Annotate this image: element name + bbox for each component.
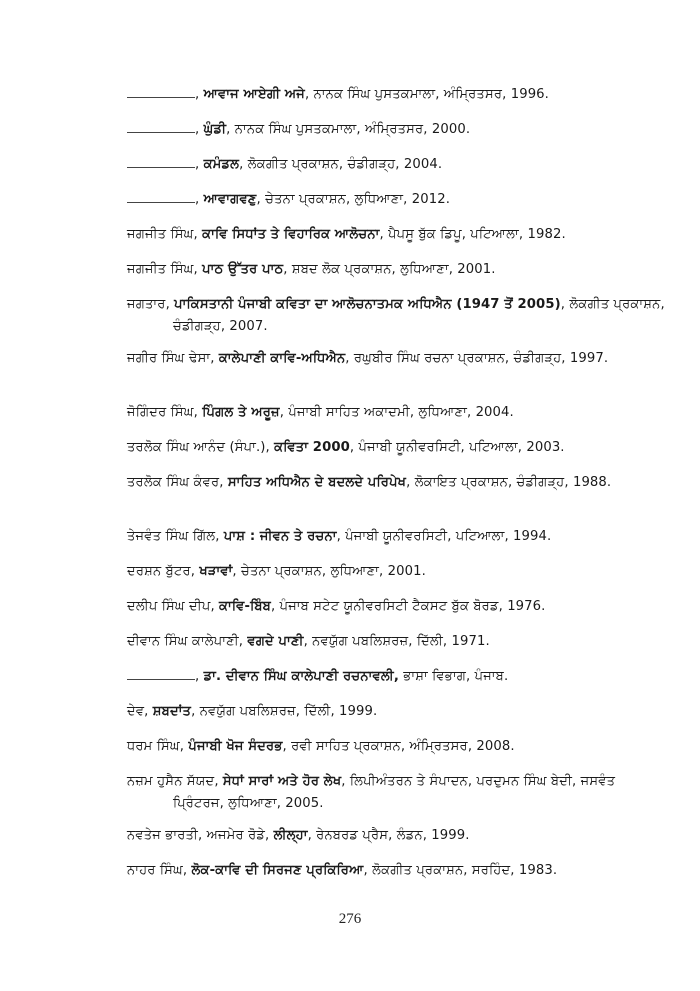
repeated-author-blank [127, 85, 195, 98]
entry-title: ਘੁੰਡੀ [203, 122, 227, 137]
entry-title: ਕਵਿਤਾ 2000 [274, 440, 350, 455]
entry-publication-details: , ਨਵਯੁੱਗ ਪਬਲਿਸ਼ਰਜ਼, ਦਿੱਲੀ, 1999. [191, 704, 378, 719]
bibliography-entry [127, 437, 665, 459]
entry-publication-details: , ਪੰਜਾਬੀ ਯੂਨੀਵਰਸਿਟੀ, ਪਟਿਆਲਾ, 1994. [336, 529, 552, 544]
bibliography-entry [127, 294, 665, 338]
entry-title: ਸਾਹਿਤ ਅਧਿਐਨ ਦੇ ਬਦਲਦੇ ਪਰਿਪੇਖ [227, 475, 407, 490]
bibliography-entry [127, 259, 665, 281]
entry-publication-details: , ਨਾਨਕ ਸਿੰਘ ਪੁਸਤਕਮਾਲਾ, ਅੰਮ੍ਰਿਤਸਰ, 1996. [304, 87, 549, 102]
bibliography-entry [127, 189, 665, 211]
bibliography-entry [127, 736, 665, 758]
entry-publication-details: , ਪੈਪਸੂ ਬੁੱਕ ਡਿਪੂ, ਪਟਿਆਲਾ, 1982. [379, 227, 566, 242]
entry-title: ਕਾਲੇਪਾਣੀ ਕਾਵਿ-ਅਧਿਐਨ [218, 351, 346, 366]
entry-author: ਦੇਵ, [127, 704, 153, 719]
separator: , [195, 122, 204, 137]
entry-title: ਕਾਵਿ ਸਿਧਾਂਤ ਤੇ ਵਿਹਾਰਿਕ ਆਲੋਚਨਾ [202, 227, 380, 242]
bibliography-entry [127, 596, 665, 618]
bibliography-entry [127, 402, 665, 424]
entry-publication-details: , ਲਿਪੀਅੰਤਰਨ ਤੇ ਸੰਪਾਦਨ, ਪਰਦੁਮਨ ਸਿੰਘ ਬੇਦੀ, ਜਸਵੰਤ ਪ੍ਰਿੰਟਰਜ, ਲੁਧਿਆਣਾ, 2005. [173, 774, 616, 811]
repeated-author-blank [127, 155, 195, 168]
bibliography-entry [127, 701, 665, 723]
separator: , [195, 192, 204, 207]
entry-author: ਦੀਵਾਨ ਸਿੰਘ ਕਾਲੇਪਾਣੀ, [127, 634, 248, 649]
entry-author: ਨਵਤੇਜ ਭਾਰਤੀ, ਅਜਮੇਰ ਰੋਡੇ, [127, 828, 274, 843]
entry-title: ਕਾਵਿ-ਬਿੰਬ [219, 599, 271, 614]
entry-title: ਪਿੰਗਲ ਤੇ ਅਰੂਜ਼ [202, 405, 280, 420]
entry-title: ਆਵਾਗਵਣੁ [203, 192, 257, 207]
repeated-author-blank [127, 190, 195, 203]
bibliography-entry [127, 526, 665, 548]
bibliography-entry [127, 119, 665, 141]
entry-title: ਖੜਾਵਾਂ [199, 564, 233, 579]
entry-publication-details: , ਚੇਤਨਾ ਪ੍ਰਕਾਸ਼ਨ, ਲੁਧਿਆਣਾ, 2001. [232, 564, 426, 579]
entry-title: ਲੋਕ-ਕਾਵਿ ਦੀ ਸਿਰਜਣ ਪ੍ਰਕਿਰਿਆ [191, 863, 364, 878]
entry-title: ਪਾਸ਼ : ਜੀਵਨ ਤੇ ਰਚਨਾ [223, 529, 337, 544]
entry-author: ਜੋਗਿੰਦਰ ਸਿੰਘ, [127, 405, 203, 420]
entry-author: ਤੇਜਵੰਤ ਸਿੰਘ ਗਿੱਲ, [127, 529, 224, 544]
bibliography-entry [127, 348, 665, 370]
entry-author: ਨਾਹਰ ਸਿੰਘ, [127, 863, 192, 878]
entry-publication-details: , ਰਵੀ ਸਾਹਿਤ ਪ੍ਰਕਾਸ਼ਨ, ਅੰਮ੍ਰਿਤਸਰ, 2008. [282, 739, 515, 754]
entry-author: ਜਗਜੀਤ ਸਿੰਘ, [127, 262, 203, 277]
bibliography-entry [127, 154, 665, 176]
separator: , [195, 157, 204, 172]
entry-title: ਸੇਧਾਂ ਸਾਰਾਂ ਅਤੇ ਹੋਰ ਲੇਖ [222, 774, 342, 789]
entry-title: ਪਾਠ ਉੱਤਰ ਪਾਠ [202, 262, 284, 277]
entry-title: ਸ਼ਬਦਾਂਤ [152, 704, 192, 719]
entry-publication-details: , ਲੋਕਾਇਤ ਪ੍ਰਕਾਸ਼ਨ, ਚੰਡੀਗੜ੍ਹ, 1988. [406, 475, 612, 490]
bibliography-entry [127, 771, 665, 815]
entry-author: ਦਰਸ਼ਨ ਬੁੱਟਰ, [127, 564, 200, 579]
bibliography-entry [127, 666, 665, 688]
repeated-author-blank [127, 120, 195, 133]
entry-title: ਕਮੰਡਲ [203, 157, 240, 172]
bibliography-entry [127, 224, 665, 246]
entry-author: ਤਰਲੋਕ ਸਿੰਘ ਆਨੰਦ (ਸੰਪਾ.), [127, 440, 275, 455]
entry-publication-details: , ਰੇਨਬਰਡ ਪ੍ਰੈਸ, ਲੰਡਨ, 1999. [307, 828, 470, 843]
entry-publication-details: , ਪੰਜਾਬ ਸਟੇਟ ਯੂਨੀਵਰਸਿਟੀ ਟੈਕਸਟ ਬੁੱਕ ਬੋਰਡ, 1976. [271, 599, 546, 614]
entry-author: ਜਗਤਾਰ, [127, 297, 175, 312]
entry-title: ਪਾਕਿਸਤਾਨੀ ਪੰਜਾਬੀ ਕਵਿਤਾ ਦਾ ਆਲੋਚਨਾਤਮਕ ਅਧਿਐਨ (1947 ਤੋਂ 2005) [174, 297, 561, 312]
entry-publication-details: , ਨਾਨਕ ਸਿੰਘ ਪੁਸਤਕਮਾਲਾ, ਅੰਮ੍ਰਿਤਸਰ, 2000. [226, 122, 471, 137]
bibliography-entry [127, 860, 665, 882]
entry-author: ਧਰਮ ਸਿੰਘ, [127, 739, 189, 754]
entry-author: ਤਰਲੋਕ ਸਿੰਘ ਕੰਵਰ, [127, 475, 228, 490]
entry-publication-details: , ਪੰਜਾਬੀ ਸਾਹਿਤ ਅਕਾਦਮੀ, ਲੁਧਿਆਣਾ, 2004. [279, 405, 514, 420]
entry-publication-details: , ਰਘੁਬੀਰ ਸਿੰਘ ਰਚਨਾ ਪ੍ਰਕਾਸ਼ਨ, ਚੰਡੀਗੜ੍ਹ, 1997. [345, 351, 609, 366]
entry-publication-details: , ਲੋਕਗੀਤ ਪ੍ਰਕਾਸ਼ਨ, ਸਰਹਿੰਦ, 1983. [363, 863, 558, 878]
bibliography-entry [127, 472, 665, 494]
bibliography-entry [127, 825, 665, 847]
bibliography-entry [127, 561, 665, 583]
bibliography-entry [127, 631, 665, 653]
entry-author: ਨਜ਼ਮ ਹੁਸੈਨ ਸੱਯਦ, [127, 774, 223, 789]
entry-author: ਜਗੀਰ ਸਿੰਘ ਢੇਸਾ, [127, 351, 219, 366]
entry-publication-details: , ਲੋਕਗੀਤ ਪ੍ਰਕਾਸ਼ਨ, ਚੰਡੀਗੜ੍ਹ, 2004. [239, 157, 443, 172]
entry-publication-details: , ਸ਼ਬਦ ਲੋਕ ਪ੍ਰਕਾਸ਼ਨ, ਲੁਧਿਆਣਾ, 2001. [283, 262, 496, 277]
separator: , [195, 669, 204, 684]
entry-publication-details: , ਲੋਕਗੀਤ ਪ੍ਰਕਾਸ਼ਨ, ਚੰਡੀਗੜ੍ਹ, 2007. [173, 297, 665, 334]
entry-author: ਦਲੀਪ ਸਿੰਘ ਦੀਪ, [127, 599, 220, 614]
entry-title: ਵਗਦੇ ਪਾਣੀ [247, 634, 304, 649]
repeated-author-blank [127, 667, 195, 680]
entry-title: ਪੰਜਾਬੀ ਖੋਜ ਸੰਦਰਭ [188, 739, 283, 754]
bibliography-entry [127, 84, 665, 106]
entry-publication-details: , ਨਵਯੁੱਗ ਪਬਲਿਸ਼ਰਜ਼, ਦਿੱਲੀ, 1971. [303, 634, 490, 649]
page-number: 276 [338, 911, 362, 927]
entry-publication-details: , ਪੰਜਾਬੀ ਯੂਨੀਵਰਸਿਟੀ, ਪਟਿਆਲਾ, 2003. [349, 440, 565, 455]
separator: , [195, 87, 204, 102]
entry-author: ਜਗਜੀਤ ਸਿੰਘ, [127, 227, 203, 242]
entry-publication-details: , ਚੇਤਨਾ ਪ੍ਰਕਾਸ਼ਨ, ਲੁਧਿਆਣਾ, 2012. [256, 192, 450, 207]
entry-title: ਲੀਲ੍ਹਾ [273, 828, 308, 843]
entry-title: ਆਵਾਜ ਆਏਗੀ ਅਜੇ [203, 87, 305, 102]
entry-publication-details: ਭਾਸ਼ਾ ਵਿਭਾਗ, ਪੰਜਾਬ. [398, 669, 509, 684]
entry-title: ਡਾ. ਦੀਵਾਨ ਸਿੰਘ ਕਾਲੇਪਾਣੀ ਰਚਨਾਵਲੀ, [203, 669, 399, 684]
